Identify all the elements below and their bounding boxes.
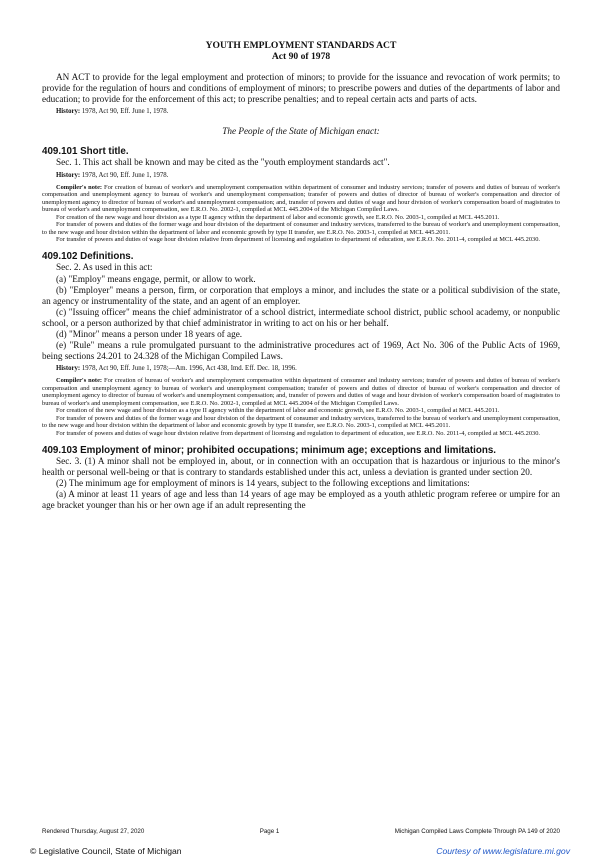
courtesy-link[interactable]: Courtesy of www.legislature.mi.gov bbox=[436, 846, 570, 856]
section-paragraph: Sec. 1. This act shall be known and may be cited as the "youth employment standards act". bbox=[56, 157, 390, 168]
section-heading: 409.102 Definitions. bbox=[42, 251, 134, 263]
section-heading: 409.103 Employment of minor; prohibited occupations; minimum age; exceptions and limitations. bbox=[42, 445, 496, 457]
section-paragraph: (2) The minimum age for employment of minors is 14 years, subject to the following exceptions and limitations: bbox=[56, 478, 470, 489]
page-footer-info bbox=[42, 828, 560, 835]
compiler-note bbox=[42, 415, 560, 430]
compiled-through: Michigan Compiled Laws Complete Through PA 149 of 2020 bbox=[394, 828, 560, 835]
note-lead: Compiler's note: bbox=[56, 183, 103, 191]
section-paragraph: (a) "Employ" means engage, permit, or allow to work. bbox=[56, 273, 256, 284]
section-history bbox=[42, 365, 560, 373]
compiler-note bbox=[42, 430, 560, 437]
note-text: For transfer of powers and duties of the former wage and hour division of the department of consumer and industry services, transferred to the bureau of worker's and unemployment compensation, to the new wage and hour division within the department of labor and economic growth by type II transfer, see E.R.O. No. 2003-1, compiled at MCL 445.2011. bbox=[42, 414, 560, 430]
preamble: AN ACT to provide for the legal employment and protection of minors; to provide for the issuance and revocation of work permits; to provide for the regulation of hours and conditions of employment of minors; to prescribe powers and duties of the departments of labor and education; to provide for the enforcement of this act; to prescribe penalties; and to repeal certain acts and parts of acts. bbox=[42, 72, 560, 105]
history-label: History: bbox=[56, 171, 81, 179]
compiler-note bbox=[42, 184, 560, 214]
document-content bbox=[42, 40, 560, 512]
note-text: For creation of bureau of worker's and unemployment compensation within department of consumer and industry services; transfer of powers and duties of bureau of worker's compensation and unemployment agency to bureau of worker's and unemployment compensation; transfer of powers and duties of director of bureau of worker's compensation and director of unemployment agency to director of bureau of worker's and unemployment compensation; and, transfer of powers and duties of wage and hour division of worker's compensation board of magistrates to bureau of worker's and unemployment compensation, see E.R.O. No. 2002-1, compiled at MCL 445.2004 of the Michigan Compiled Laws. bbox=[42, 377, 560, 407]
section-paragraph: Sec. 3. (1) A minor shall not be employed in, about, or in connection with an occupation that is hazardous or injurious to the minor's health or personal well-being or that is contrary to standards established under this act, unless a deviation is granted under section 20. bbox=[42, 456, 560, 478]
note-text: For transfer of powers and duties of wage hour division relative from department of licensing and regulation to department of education, see E.R.O. No. 2011-4, compiled at MCL 445.2030. bbox=[56, 235, 541, 243]
note-text: For transfer of powers and duties of the former wage and hour division of the department of consumer and industry services, transferred to the bureau of worker's and unemployment compensation, to the new wage and hour division within the department of labor and economic growth by type II transfer, see E.R.O. No. 2003-1, compiled at MCL 445.2011. bbox=[42, 221, 560, 236]
act-title: YOUTH EMPLOYMENT STANDARDS ACT bbox=[205, 40, 397, 51]
enacting-clause: The People of the State of Michigan enact: bbox=[222, 126, 380, 137]
compiler-note bbox=[42, 407, 560, 414]
section-paragraph: (c) "Issuing officer" means the chief administrator of a school district, intermediate school district, public school academy, or nonpublic school, or a person authorized by that chief administrator in writing to act on his or her behalf. bbox=[42, 306, 560, 328]
note-text: For creation of the new wage and hour division as a type II agency within the department of labor and economic growth, see E.R.O. No. 2003-1, compiled at MCL 445.2011. bbox=[56, 213, 500, 221]
page-number: Page 1 bbox=[259, 828, 280, 835]
section-paragraph: (a) A minor at least 11 years of age and less than 14 years of age may be employed as a youth athletic program referee or umpire for an age bracket younger than his or her own age if an adult representing the bbox=[42, 489, 560, 511]
copyright: © Legislative Council, State of Michigan bbox=[30, 846, 182, 856]
act-number: Act 90 of 1978 bbox=[271, 51, 331, 62]
section-paragraph: (d) "Minor" means a person under 18 years of age. bbox=[56, 328, 243, 339]
compiler-note bbox=[42, 377, 560, 407]
history-label: History: bbox=[56, 108, 81, 116]
history-text: 1978, Act 90, Eff. June 1, 1978. bbox=[80, 108, 169, 116]
note-lead: Compiler's note: bbox=[56, 377, 103, 385]
rendered-date: Rendered Thursday, August 27, 2020 bbox=[42, 828, 145, 835]
section bbox=[42, 251, 560, 437]
compiler-note bbox=[42, 221, 560, 236]
section bbox=[42, 445, 560, 511]
section-paragraph: (e) "Rule" means a rule promulgated pursuant to the administrative procedures act of 1969, Act No. 306 of the Public Acts of 1969, being sections 24.201 to 24.328 of the Michigan Compiled Laws. bbox=[42, 340, 560, 362]
compiler-note bbox=[42, 236, 560, 243]
history-text: 1978, Act 90, Eff. June 1, 1978;—Am. 1996, Act 438, Imd. Eff. Dec. 18, 1996. bbox=[80, 365, 297, 373]
section bbox=[42, 146, 560, 243]
page-footer bbox=[30, 846, 570, 856]
sections bbox=[42, 146, 560, 511]
note-text: For creation of the new wage and hour division as a type II agency within the department of labor and economic growth, see E.R.O. No. 2003-1, compiled at MCL 445.2011. bbox=[56, 407, 500, 415]
history-label: History: bbox=[56, 365, 81, 373]
compiler-note bbox=[42, 214, 560, 221]
note-text: For transfer of powers and duties of wage hour division relative from department of licensing and regulation to department of education, see E.R.O. No. 2011-4, compiled at MCL 445.2030. bbox=[56, 429, 541, 437]
section-history bbox=[42, 172, 560, 180]
note-text: For creation of bureau of worker's and unemployment compensation within department of consumer and industry services; transfer of powers and duties of bureau of worker's compensation and unemployment agency to bureau of worker's and unemployment compensation; transfer of powers and duties of director of bureau of worker's compensation and director of unemployment agency to director of bureau of worker's and unemployment compensation; and, transfer of powers and duties of wage and hour division of worker's compensation board of magistrates to bureau of worker's and unemployment compensation, see E.R.O. No. 2002-1, compiled at MCL 445.2004 of the Michigan Compiled Laws. bbox=[42, 183, 560, 214]
preamble-history bbox=[42, 108, 560, 116]
section-paragraph: (b) "Employer" means a person, firm, or corporation that employs a minor, and includes the state or a political subdivision of the state, an agency or instrumentality of the state, and an agent of an employer. bbox=[42, 284, 560, 306]
section-heading: 409.101 Short title. bbox=[42, 146, 129, 158]
section-paragraph: Sec. 2. As used in this act: bbox=[56, 262, 153, 273]
history-text: 1978, Act 90, Eff. June 1, 1978. bbox=[80, 171, 169, 179]
